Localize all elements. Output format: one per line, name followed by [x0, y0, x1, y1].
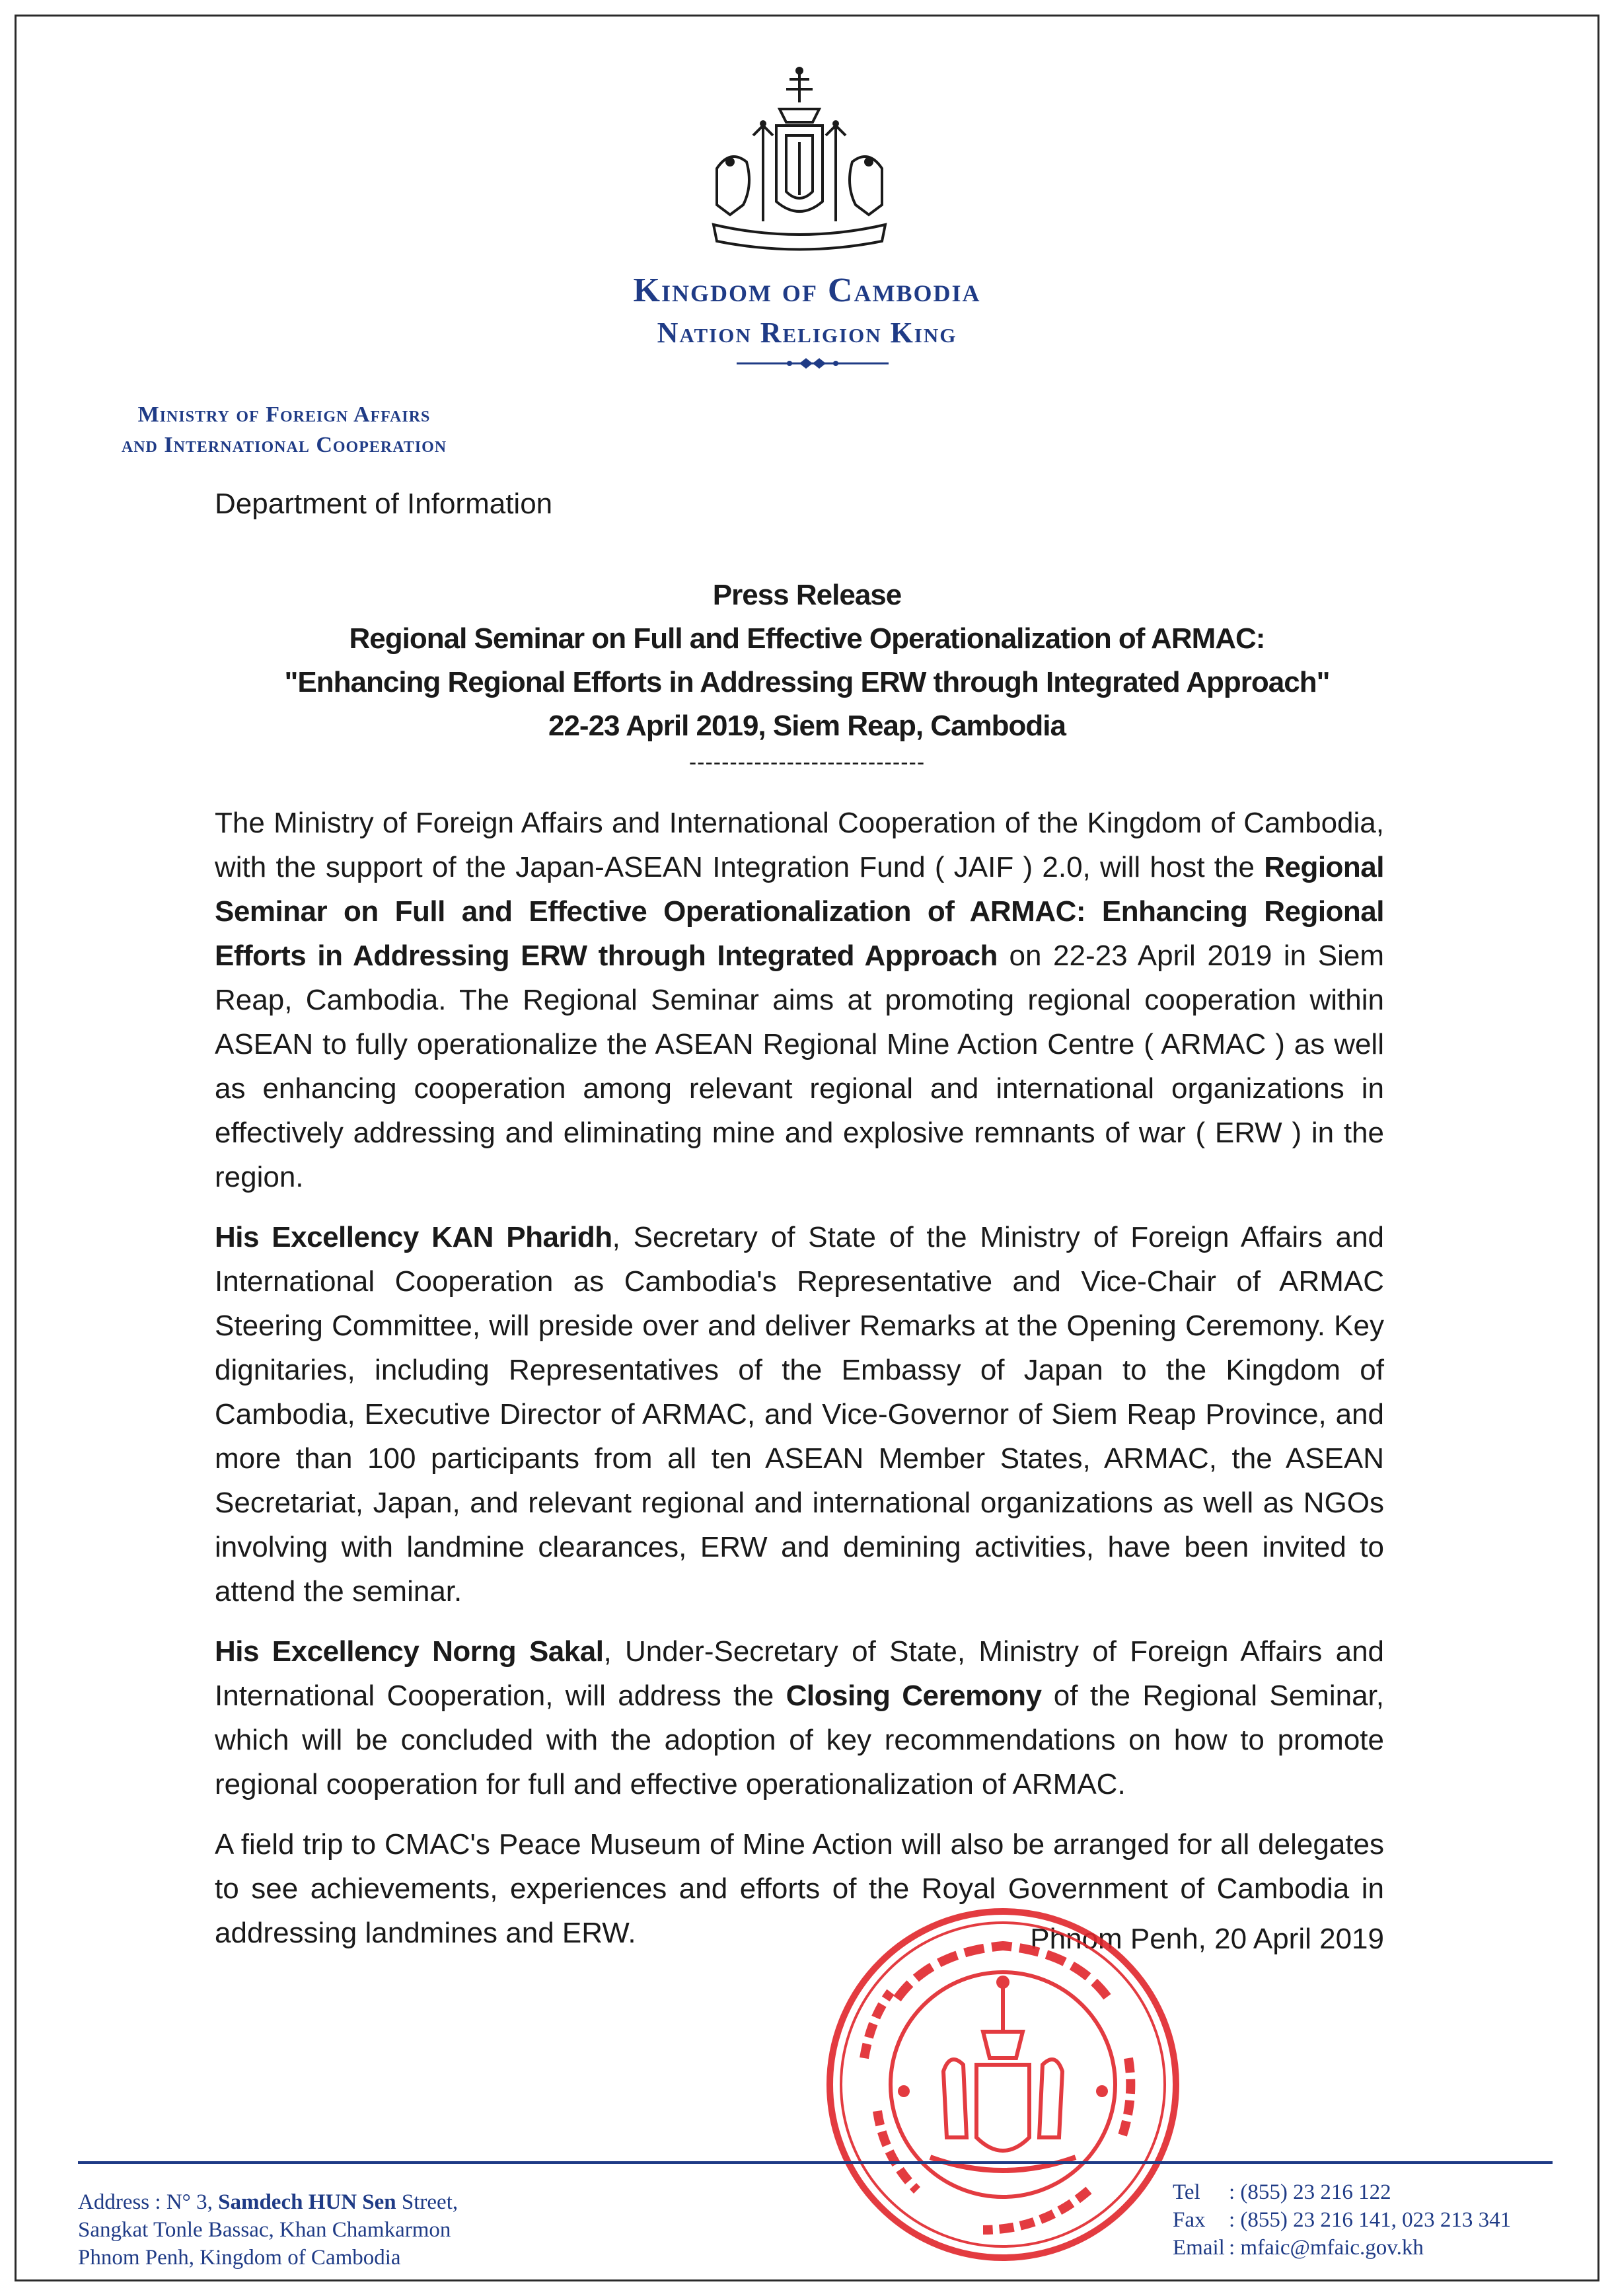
- p1-text-b: on 22-23 April 2019 in Siem Reap, Cambodia. The Regional Seminar aims at promoting regional cooperation within ASEAN to fully operationalize the ASEAN Regional Mine Action Centre ( ARMAC ) as well as enhancing cooperation among relevant regional and international organizations in effectively addressing and eliminating mine and explosive remnants of war ( ERW ) in the region.: [215, 940, 1385, 1193]
- p1-seminar-title: Regional Seminar on Full and Effective Operationalization of ARMAC: Enhancing Regional Efforts in Addressing ERW through Integrated Approach: [215, 851, 1384, 972]
- p3-text-b: of the Regional Seminar, which will be concluded with the adoption of key recommendations on how to promote regional cooperation for full and effective operationalization of ARMAC.: [215, 1680, 1384, 1800]
- ministry-line-1: Ministry of Foreign Affairs: [137, 402, 431, 427]
- address-number: N° 3,: [166, 2190, 219, 2214]
- address-line-1: [78, 2188, 580, 2216]
- p3-text-a: , Under-Secretary of State, Ministry of Foreign Affairs and International Cooperation, will address the: [215, 1635, 1385, 1712]
- tel-value: : (855) 23 216 122: [1229, 2180, 1391, 2204]
- p1-text-a: The Ministry of Foreign Affairs and International Cooperation of the Kingdom of Cambodia, with the support of the Japan-ASEAN Integration Fund ( JAIF ) 2.0, will host the: [215, 807, 1384, 883]
- fax-row: [1173, 2206, 1582, 2234]
- title-line-2: "Enhancing Regional Efforts in Addressing ERW through Integrated Approach": [284, 666, 1330, 698]
- ministry-line-2: and International Cooperation: [121, 433, 447, 457]
- title-line-3: 22-23 April 2019, Siem Reap, Cambodia: [548, 710, 1066, 742]
- paragraph-1: [215, 801, 1384, 1199]
- p3-dignitary: His Excellency Norng Sakal: [215, 1635, 604, 1668]
- motto-heading: Nation Religion King: [657, 316, 957, 349]
- paragraph-3: [215, 1629, 1384, 1806]
- footer-address: [78, 2188, 580, 2272]
- address-line-3: Phnom Penh, Kingdom of Cambodia: [78, 2246, 401, 2270]
- address-street: Samdech HUN Sen: [218, 2190, 396, 2214]
- email-label: Email: [1173, 2236, 1225, 2260]
- title-label: Press Release: [712, 579, 902, 611]
- motto-ornament-icon: [737, 355, 889, 371]
- fax-value: : (855) 23 216 141, 023 213 341: [1229, 2208, 1512, 2232]
- press-release-body: [215, 801, 1384, 1971]
- p2-text: , Secretary of State of the Ministry of Foreign Affairs and International Cooperation as Cambodia's Representative and Vice-Chair of ARMAC Steering Committee, will preside over and deliver Remarks at the Opening Ceremony. Key dignitaries, including Representatives of the Embassy of Japan to the Kingdom of Cambodia, Executive Director of ARMAC, and Vice-Governor of Siem Reap Province, and more than 100 participants from all ten ASEAN Member States, ARMAC, the ASEAN Secretariat, Japan, and relevant regional and international organizations as well as NGOs involving with landmine clearances, ERW and demining activities, have been invited to attend the seminar.: [215, 1221, 1385, 1608]
- place-date-signoff: Phnom Penh, 20 April 2019: [1030, 1923, 1384, 1955]
- footer-contacts: [1173, 2178, 1582, 2262]
- royal-emblem-icon: [690, 63, 908, 261]
- press-release-title: [0, 574, 1614, 776]
- email-row: [1173, 2234, 1582, 2262]
- department-name: Department of Information: [215, 488, 553, 520]
- p3-closing-ceremony: Closing Ceremony: [786, 1680, 1042, 1712]
- ministry-heading: [46, 400, 522, 461]
- tel-row: [1173, 2178, 1582, 2206]
- title-separator: -----------------------------: [688, 750, 926, 775]
- address-label: Address :: [78, 2190, 166, 2214]
- address-street-suffix: Street,: [396, 2190, 459, 2214]
- p2-dignitary: His Excellency KAN Pharidh: [215, 1221, 612, 1253]
- fax-label: Fax: [1173, 2208, 1206, 2232]
- official-seal-icon: [818, 1900, 1188, 2270]
- footer-divider: [78, 2161, 1553, 2164]
- address-line-2: Sangkat Tonle Bassac, Khan Chamkarmon: [78, 2218, 451, 2242]
- paragraph-2: [215, 1215, 1384, 1613]
- paragraph-4: A field trip to CMAC's Peace Museum of Mine Action will also be arranged for all delegates to see achievements, experiences and efforts of the Royal Government of Cambodia in addressing landmines and ERW.: [215, 1828, 1384, 1949]
- tel-label: Tel: [1173, 2180, 1200, 2204]
- kingdom-heading: Kingdom of Cambodia: [633, 272, 981, 309]
- email-value[interactable]: : mfaic@mfaic.gov.kh: [1229, 2236, 1424, 2260]
- title-line-1: Regional Seminar on Full and Effective Operationalization of ARMAC:: [349, 622, 1265, 655]
